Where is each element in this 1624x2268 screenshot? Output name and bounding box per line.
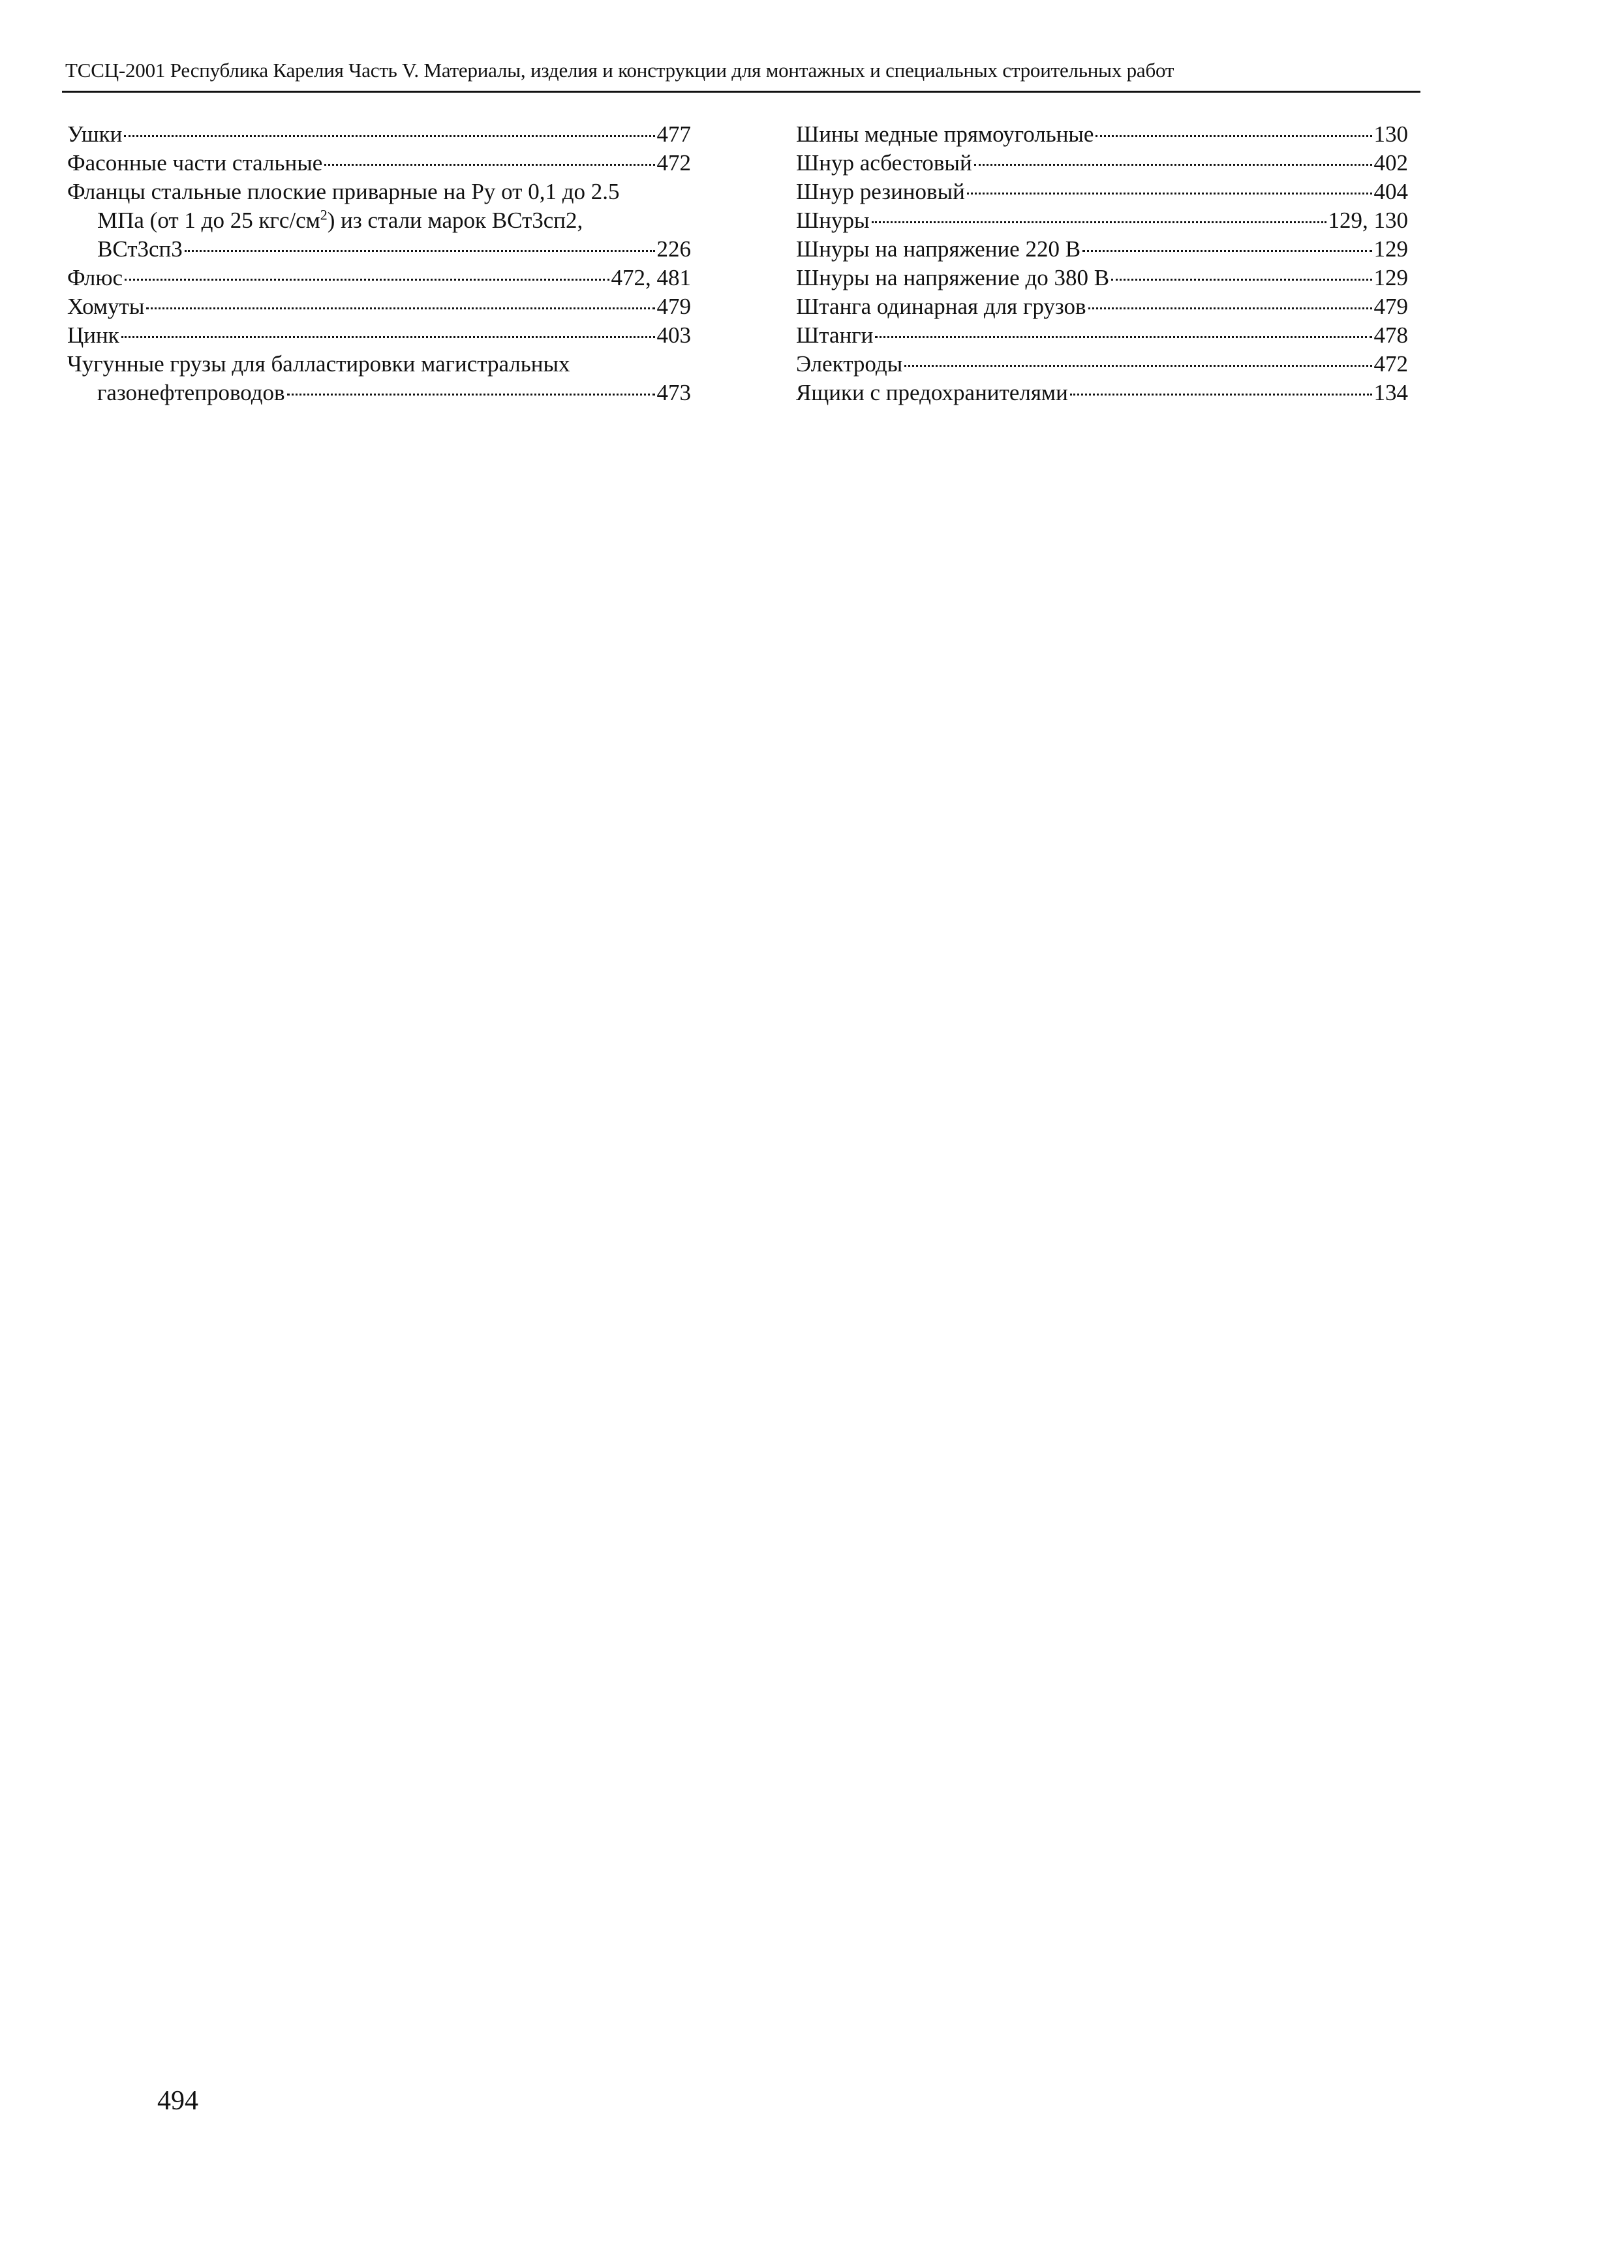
header-rule — [62, 91, 1420, 93]
index-pages: 472 — [1373, 351, 1408, 377]
index-term: Шнуры на напряжение 220 В — [796, 236, 1081, 262]
dot-leader — [124, 135, 654, 137]
index-pages: 479 — [1373, 294, 1408, 319]
index-entry — [67, 350, 691, 407]
index-entry — [67, 178, 691, 264]
index-entry — [796, 321, 1408, 350]
index-entry — [796, 379, 1408, 407]
index-term: Штанга одинарная для грузов — [796, 294, 1086, 319]
dot-leader — [146, 307, 654, 309]
index-term: Шнуры на напряжение до 380 В — [796, 265, 1110, 290]
dot-leader — [1082, 250, 1371, 252]
index-term: Шнур резиновый — [796, 179, 965, 204]
index-term: Флюс — [67, 265, 123, 290]
index-term: Электроды — [796, 351, 903, 377]
index-pages: 477 — [656, 121, 691, 147]
dot-leader — [872, 221, 1326, 223]
index-entry — [796, 350, 1408, 379]
index-column-right — [796, 120, 1408, 407]
index-term: Ящики с предохранителями — [796, 380, 1068, 405]
index-term: Шнур асбестовый — [796, 150, 972, 176]
index-entry — [67, 264, 691, 292]
index-term: Шины медные прямоугольные — [796, 121, 1094, 147]
dot-leader — [324, 164, 654, 166]
index-entry — [796, 292, 1408, 321]
index-pages: 472, 481 — [611, 265, 691, 290]
index-entry — [796, 264, 1408, 292]
index-term: Штанги — [796, 322, 874, 348]
index-pages: 134 — [1373, 380, 1408, 405]
index-term-line: ) из стали марок ВСт3сп2, — [327, 208, 583, 233]
index-term-line: МПа (от 1 до 25 кгс/см — [97, 208, 320, 233]
index-entry — [796, 178, 1408, 206]
dot-leader — [185, 250, 655, 252]
index-term: Хомуты — [67, 294, 145, 319]
index-term: Фасонные части стальные — [67, 150, 323, 176]
index-term-line: Чугунные грузы для балластировки магистральных — [67, 351, 570, 377]
index-term: Цинк — [67, 322, 119, 348]
dot-leader — [1070, 394, 1372, 396]
dot-leader — [875, 336, 1371, 338]
index-entry — [67, 321, 691, 350]
page-number: 494 — [157, 2086, 198, 2116]
index-pages: 404 — [1373, 179, 1408, 204]
dot-leader — [287, 394, 655, 396]
index-term-line: Фланцы стальные плоские приварные на Ру от 0,1 до 2.5 — [67, 179, 620, 204]
index-entry — [796, 120, 1408, 149]
index-pages: 472 — [656, 150, 691, 176]
dot-leader — [125, 279, 609, 281]
superscript: 2 — [320, 206, 328, 223]
index-pages: 473 — [656, 380, 691, 405]
dot-leader — [1088, 307, 1372, 309]
running-header: ТССЦ-2001 Республика Карелия Часть V. Материалы, изделия и конструкции для монтажных и специальных строительных работ — [65, 59, 1174, 82]
index-pages: 226 — [656, 236, 691, 262]
index-entry — [67, 149, 691, 178]
index-pages: 129, 130 — [1328, 208, 1408, 233]
dot-leader — [904, 365, 1371, 367]
index-pages: 403 — [656, 322, 691, 348]
index-pages: 130 — [1373, 121, 1408, 147]
index-entry — [67, 292, 691, 321]
index-pages: 402 — [1373, 150, 1408, 176]
dot-leader — [974, 164, 1372, 166]
index-entry — [796, 235, 1408, 264]
index-entry — [796, 149, 1408, 178]
dot-leader — [1095, 135, 1371, 137]
index-entry — [796, 206, 1408, 235]
index-term: Ушки — [67, 121, 123, 147]
dot-leader — [1111, 279, 1371, 281]
index-pages: 129 — [1373, 236, 1408, 262]
index-pages: 129 — [1373, 265, 1408, 290]
index-term-line: ВСт3сп3 — [97, 236, 183, 262]
index-pages: 478 — [1373, 322, 1408, 348]
dot-leader — [967, 193, 1372, 194]
index-term: Шнуры — [796, 208, 870, 233]
dot-leader — [121, 336, 655, 338]
index-term-line: газонефтепроводов — [97, 380, 285, 405]
index-pages: 479 — [656, 294, 691, 319]
index-entry — [67, 120, 691, 149]
index-column-left — [67, 120, 691, 407]
